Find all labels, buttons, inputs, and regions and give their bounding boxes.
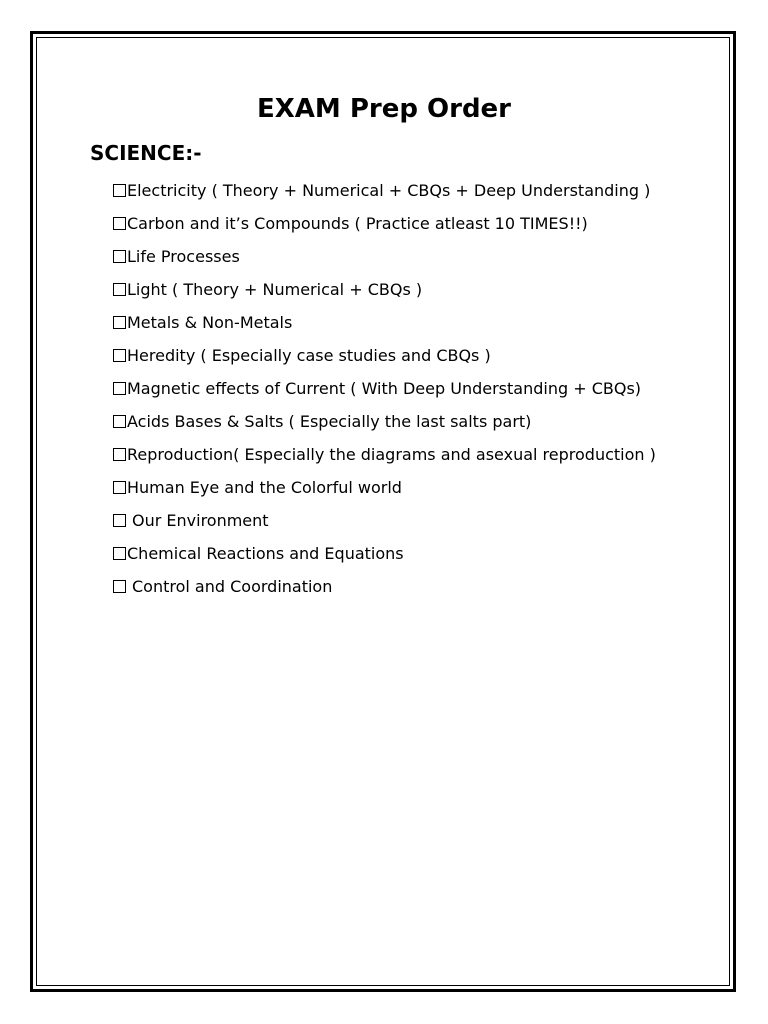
checklist-item	[113, 542, 658, 565]
checklist-item	[113, 377, 658, 400]
checklist-item-label: Electricity ( Theory + Numerical + CBQs + Deep Understanding )	[127, 181, 651, 200]
checklist-item	[113, 410, 658, 433]
checklist-item	[113, 311, 658, 334]
checkbox-icon[interactable]	[113, 415, 126, 428]
checkbox-icon[interactable]	[113, 580, 126, 593]
checkbox-icon[interactable]	[113, 514, 126, 527]
checklist-item-label: Magnetic effects of Current ( With Deep Understanding + CBQs)	[127, 379, 642, 398]
checklist-item-label: Reproduction( Especially the diagrams and asexual reproduction )	[127, 445, 656, 464]
checkbox-icon[interactable]	[113, 481, 126, 494]
section-heading-science: SCIENCE:-	[90, 141, 202, 165]
checklist-item-label: Human Eye and the Colorful world	[127, 478, 402, 497]
checklist-item	[113, 278, 658, 301]
checklist-item-label: Carbon and it’s Compounds ( Practice atleast 10 TIMES!!)	[127, 214, 588, 233]
checkbox-icon[interactable]	[113, 547, 126, 560]
page-title: EXAM Prep Order	[256, 94, 512, 124]
checkbox-icon[interactable]	[113, 184, 126, 197]
checklist-item	[113, 476, 658, 499]
checklist-item	[113, 509, 658, 532]
checklist-item-label: Heredity ( Especially case studies and CBQs )	[127, 346, 491, 365]
checklist-item-label: Control and Coordination	[132, 577, 333, 596]
checklist-item	[113, 179, 658, 202]
checkbox-icon[interactable]	[113, 316, 126, 329]
checkbox-icon[interactable]	[113, 349, 126, 362]
checklist-item	[113, 575, 658, 598]
checklist-item-label: Chemical Reactions and Equations	[127, 544, 404, 563]
checkbox-icon[interactable]	[113, 283, 126, 296]
checklist-item	[113, 212, 658, 235]
checklist-item-label: Life Processes	[127, 247, 240, 266]
checkbox-icon[interactable]	[113, 217, 126, 230]
checklist-item-label: Our Environment	[132, 511, 269, 530]
checklist-item-label: Light ( Theory + Numerical + CBQs )	[127, 280, 423, 299]
checkbox-icon[interactable]	[113, 250, 126, 263]
checkbox-icon[interactable]	[113, 382, 126, 395]
checklist-item	[113, 443, 658, 466]
checklist-item	[113, 245, 658, 268]
checkbox-icon[interactable]	[113, 448, 126, 461]
checklist-item-label: Metals & Non-Metals	[127, 313, 293, 332]
checklist-item-label: Acids Bases & Salts ( Especially the last salts part)	[127, 412, 532, 431]
topic-checklist	[113, 179, 658, 608]
checklist-item	[113, 344, 658, 367]
